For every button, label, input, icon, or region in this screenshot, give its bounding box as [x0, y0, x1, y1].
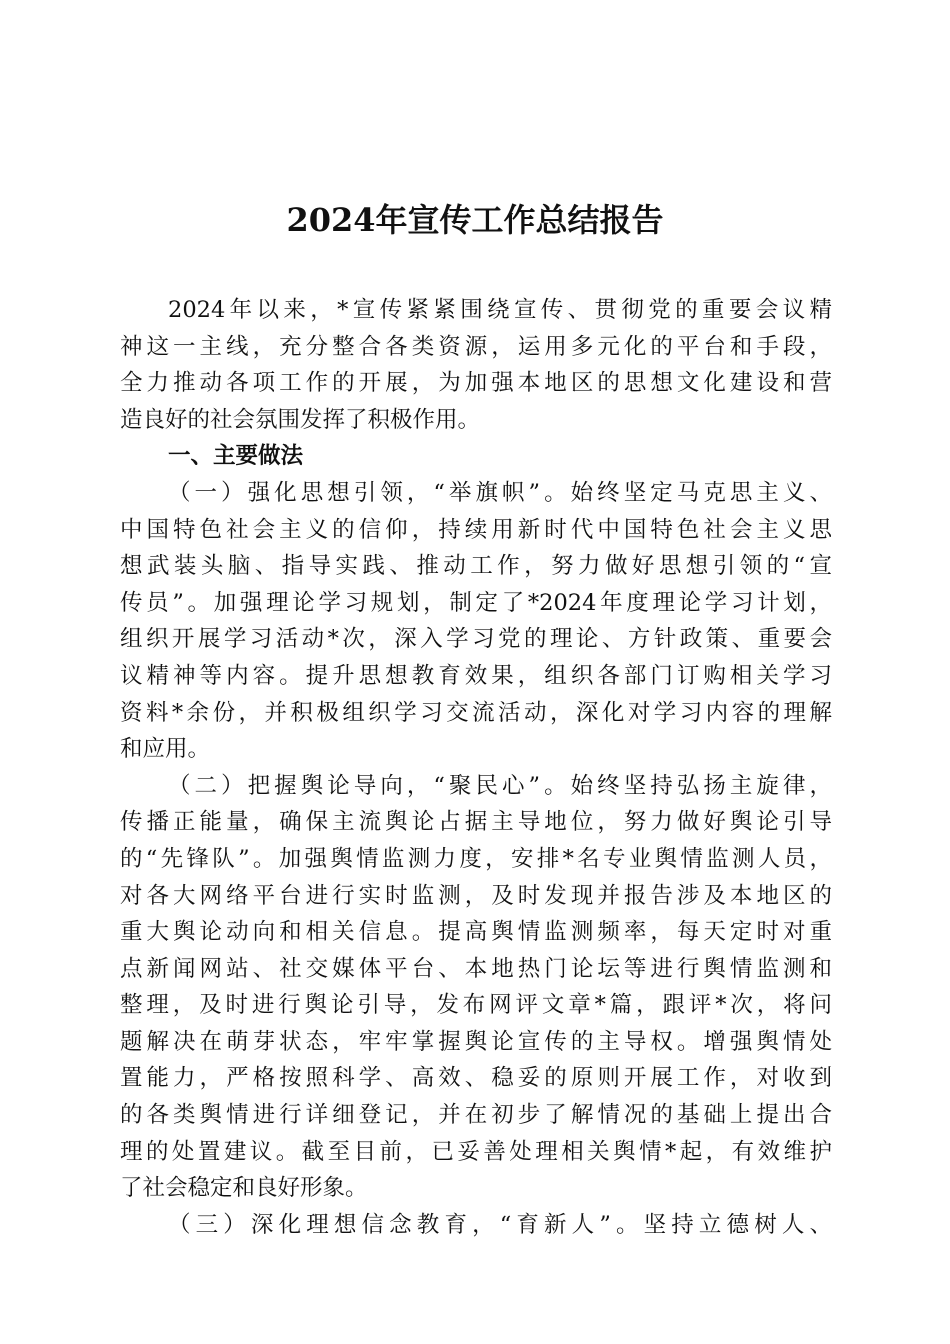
document-body: [120, 292, 832, 1243]
paragraph-line: 组织开展学习活动*次，深入学习党的理论、方针政策、重要会: [120, 626, 832, 653]
paragraph-line: 的各类舆情进行详细登记，并在初步了解情况的基础上提出合: [120, 1102, 832, 1129]
paragraph-line: （一）强化思想引领，“举旗帜”。始终坚定马克思主义、: [168, 479, 832, 506]
paragraph-line: （二）把握舆论导向，“聚民心”。始终坚持弘扬主旋律，: [168, 772, 832, 799]
paragraph-line: 和应用。: [120, 736, 211, 763]
document-title: 2024年宣传工作总结报告: [286, 201, 664, 239]
paragraph-line: 了社会稳定和良好形象。: [120, 1175, 368, 1202]
paragraph-line: 议精神等内容。提升思想教育效果，组织各部门订购相关学习: [120, 662, 832, 689]
paragraph-line: 对各大网络平台进行实时监测，及时发现并报告涉及本地区的: [120, 882, 832, 909]
paragraph-line: 传员”。加强理论学习规划，制定了*2024年度理论学习计划，: [120, 589, 832, 616]
paragraph-line: 重大舆论动向和相关信息。提高舆情监测频率，每天定时对重: [120, 919, 832, 946]
paragraph-line: 点新闻网站、社交媒体平台、本地热门论坛等进行舆情监测和: [120, 955, 832, 982]
paragraph-line: 全力推动各项工作的开展，为加强本地区的思想文化建设和营: [120, 370, 832, 397]
section-heading: 一、主要做法: [168, 443, 304, 470]
paragraph-line: 2024年以来，*宣传紧紧围绕宣传、贯彻党的重要会议精: [168, 297, 832, 323]
paragraph-line: 想武装头脑、指导实践、推动工作，努力做好思想引领的“宣: [120, 553, 832, 580]
paragraph-line: 中国特色社会主义的信仰，持续用新时代中国特色社会主义思: [120, 516, 832, 543]
paragraph-line: （三）深化理想信念教育，“育新人”。坚持立德树人、: [168, 1211, 832, 1238]
paragraph-line: 资料*余份，并积极组织学习交流活动，深化对学习内容的理解: [120, 699, 832, 726]
paragraph-line: 的“先锋队”。加强舆情监测力度，安排*名专业舆情监测人员，: [120, 845, 832, 872]
paragraph-line: 神这一主线，充分整合各类资源，运用多元化的平台和手段，: [120, 333, 832, 360]
paragraph-line: 传播正能量，确保主流舆论占据主导地位，努力做好舆论引导: [120, 809, 832, 836]
paragraph-line: 题解决在萌芽状态，牢牢掌握舆论宣传的主导权。增强舆情处: [120, 1028, 832, 1055]
paragraph-line: 整理，及时进行舆论引导，发布网评文章*篇，跟评*次，将问: [120, 992, 832, 1019]
paragraph-line: 造良好的社会氛围发挥了积极作用。: [120, 406, 481, 433]
paragraph-line: 理的处置建议。截至目前，已妥善处理相关舆情*起，有效维护: [120, 1138, 832, 1165]
paragraph-line: 置能力，严格按照科学、高效、稳妥的原则开展工作，对收到: [120, 1065, 832, 1092]
